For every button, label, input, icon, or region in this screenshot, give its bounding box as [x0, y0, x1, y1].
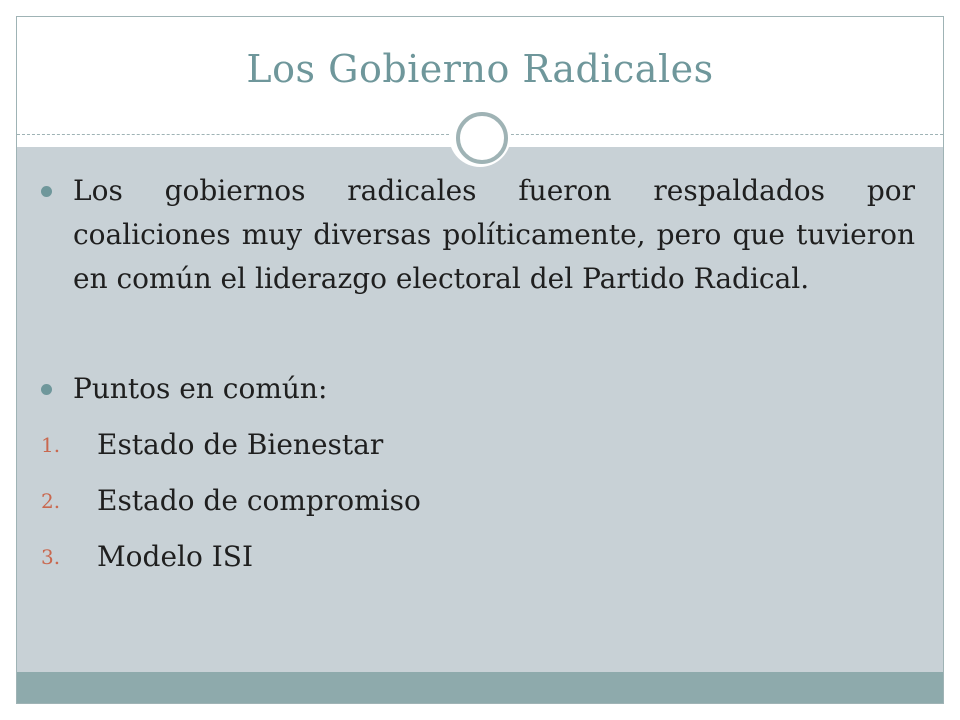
numbered-item-3	[39, 535, 915, 579]
bullet-dot-icon	[41, 186, 52, 197]
numbered-item-2	[39, 479, 915, 523]
slide-title: Los Gobierno Radicales	[246, 47, 714, 91]
bullet-text-1: Los gobiernos radicales fueron respaldados por coaliciones muy diversas políticamente, pero que tuvieron en común el liderazgo electoral del Partido Radical.	[73, 174, 915, 295]
item-text: Estado de compromiso	[97, 484, 421, 517]
slide	[16, 16, 944, 704]
content-area	[17, 147, 943, 672]
ring-shape	[456, 112, 508, 164]
item-number: 1.	[41, 433, 61, 457]
circle-ring-icon	[449, 105, 511, 167]
bullet-text-2: Puntos en común:	[73, 372, 328, 405]
bullet-dot-icon	[41, 384, 52, 395]
bullet-paragraph-2	[39, 367, 915, 411]
item-text: Modelo ISI	[97, 540, 254, 573]
spacer	[39, 301, 915, 367]
footer-band	[17, 672, 943, 703]
item-number: 3.	[41, 545, 61, 569]
body-text	[39, 169, 915, 579]
item-number: 2.	[41, 489, 61, 513]
item-text: Estado de Bienestar	[97, 428, 384, 461]
numbered-item-1	[39, 423, 915, 467]
bullet-paragraph-1	[39, 169, 915, 301]
